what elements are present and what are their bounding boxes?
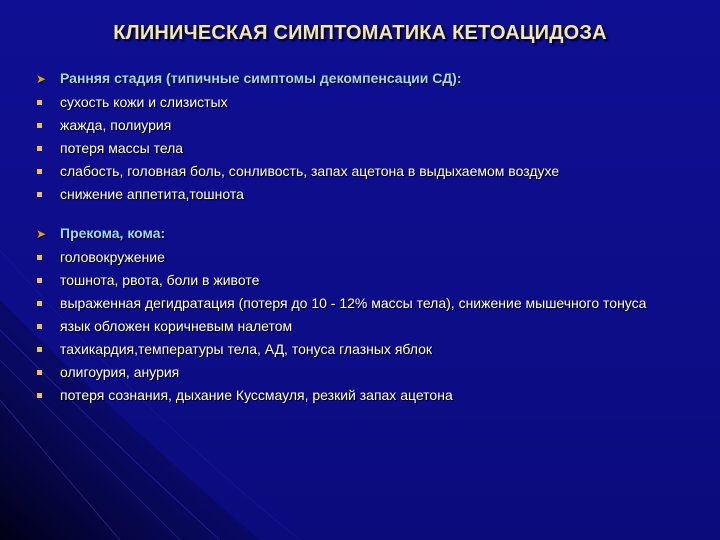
list-item — [34, 272, 704, 289]
square-bullet-icon — [37, 169, 42, 174]
square-bullet-icon — [37, 255, 42, 260]
square-bullet-icon — [37, 123, 42, 128]
slide-content — [34, 70, 704, 410]
list-item — [34, 140, 704, 157]
arrow-bullet-icon: ➤ — [36, 72, 47, 86]
list-item-text: сухость кожи и слизистых — [60, 94, 228, 110]
list-item-text: головокружение — [60, 249, 165, 265]
list-item — [34, 295, 704, 312]
section-heading-precoma — [34, 225, 704, 242]
square-bullet-icon — [37, 192, 42, 197]
square-bullet-icon — [37, 370, 42, 375]
square-bullet-icon — [37, 393, 42, 398]
square-bullet-icon — [37, 324, 42, 329]
list-item — [34, 249, 704, 266]
list-item-text: снижение аппетита,тошнота — [60, 186, 244, 202]
list-item — [34, 364, 704, 381]
list-item-text: выраженная дегидратация (потеря до 10 - 12% массы тела), снижение мышечного тонуса — [60, 295, 647, 311]
square-bullet-icon — [37, 347, 42, 352]
list-item-text: жажда, полиурия — [60, 117, 172, 133]
list-item-text: тахикардия,температуры тела, АД, тонуса глазных яблок — [60, 341, 433, 357]
list-item-text: олигоурия, анурия — [60, 364, 180, 380]
square-bullet-icon — [37, 146, 42, 151]
list-item — [34, 186, 704, 203]
list-item-text: язык обложен коричневым налетом — [60, 318, 293, 334]
list-item-text: потеря массы тела — [60, 140, 184, 156]
section-heading-text: Ранняя стадия (типичные симптомы декомпенсации СД): — [60, 70, 462, 86]
list-item-text: слабость, головная боль, сонливость, запах ацетона в выдыхаемом воздухе — [60, 163, 560, 179]
list-item — [34, 387, 704, 404]
list-item-text: потеря сознания, дыхание Куссмауля, резкий запах ацетона — [60, 387, 453, 403]
list-item — [34, 318, 704, 335]
section-heading-early — [34, 70, 704, 87]
list-item — [34, 117, 704, 134]
list-item-text: тошнота, рвота, боли в животе — [60, 272, 260, 288]
square-bullet-icon — [37, 100, 42, 105]
slide-title: КЛИНИЧЕСКАЯ СИМПТОМАТИКА КЕТОАЦИДОЗА — [113, 22, 607, 44]
arrow-bullet-icon: ➤ — [36, 227, 47, 241]
square-bullet-icon — [37, 278, 42, 283]
list-item — [34, 94, 704, 111]
list-item — [34, 341, 704, 358]
square-bullet-icon — [37, 301, 42, 306]
list-item — [34, 163, 704, 180]
section-heading-text: Прекома, кома: — [60, 225, 166, 241]
